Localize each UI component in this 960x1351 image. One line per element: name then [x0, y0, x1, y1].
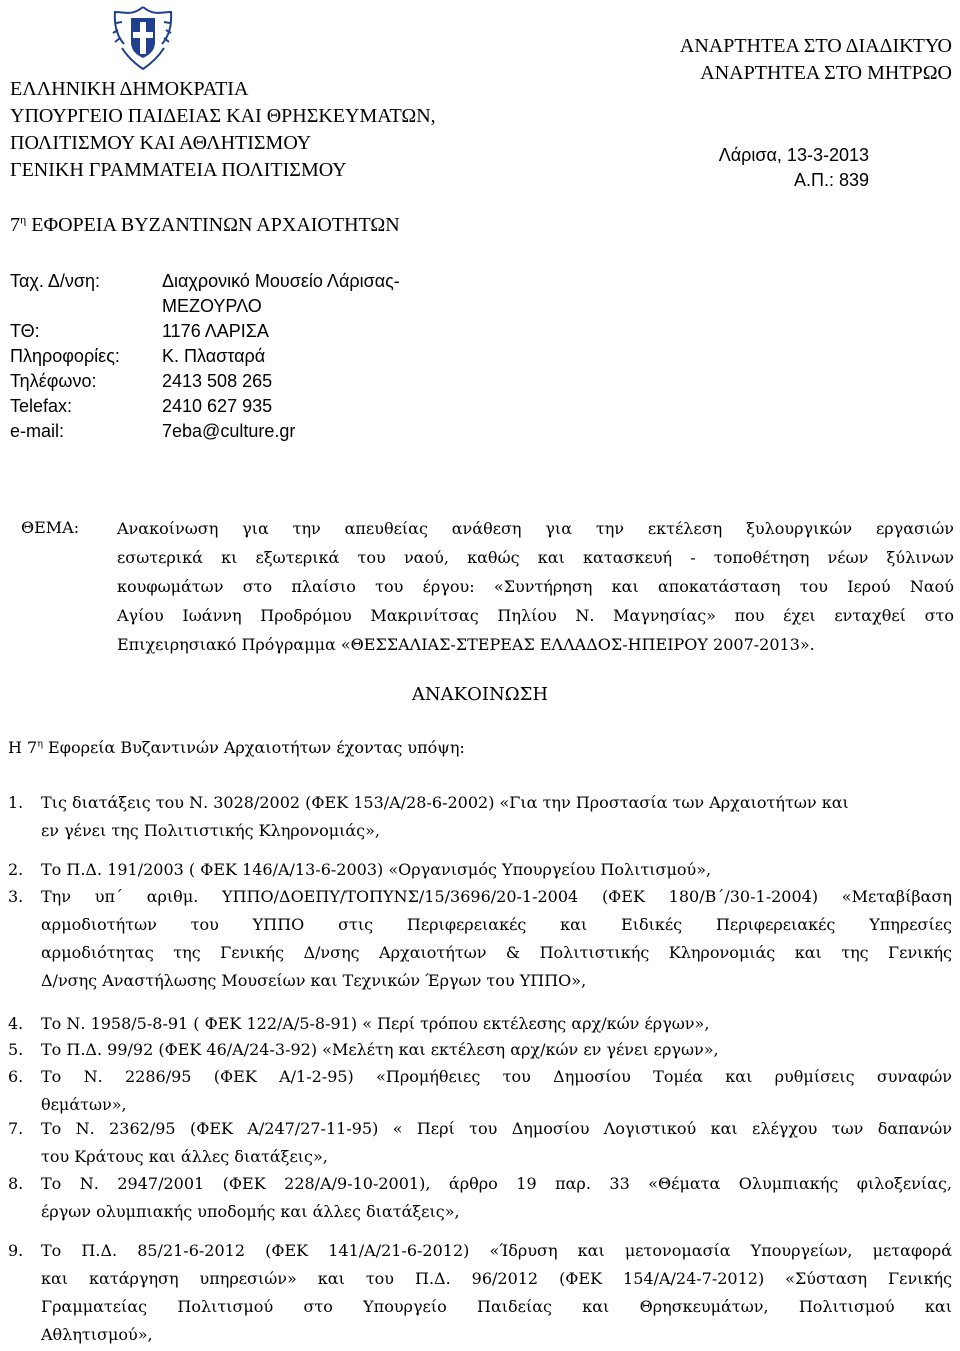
list-item-line: Το Ν. 2947/2001 (ΦΕΚ 228/Α/9-10-2001), άρθρο 19 παρ. 33 «Θέματα Ολυμπιακής φιλοξενίας,	[41, 1174, 952, 1193]
list-item-line: αρμοδιοτήτων του ΥΠΠΟ στις Περιφερειακές και Ειδικές Περιφερειακές Υπηρεσίες	[41, 915, 952, 934]
subject-line: Αγίου Ιωάννη Προδρόμου Μακρινίτσας Πηλίου Ν. Μαγνησίας» που έχει ενταχθεί στο	[117, 606, 954, 625]
list-item-number: 3.	[8, 887, 24, 906]
contact-value: 7eba@culture.gr	[162, 421, 296, 441]
contact-value: 2410 627 935	[162, 396, 273, 416]
list-item-number: 7.	[8, 1119, 24, 1138]
list-item-line: του Κράτους και άλλες διατάξεις»,	[41, 1147, 328, 1166]
list-item-number: 1.	[8, 793, 24, 812]
contact-value: 2413 508 265	[162, 371, 273, 391]
list-item-line: Τις διατάξεις του Ν. 3028/2002 (ΦΕΚ 153/Α/28-6-2002) «Για την Προστασία των Αρχαιοτήτων και	[41, 793, 849, 812]
list-item-line: θεμάτων»,	[41, 1095, 127, 1114]
posting-registry: ΑΝΑΡΤΗΤΕΑ ΣΤΟ ΜΗΤΡΩΟ	[700, 62, 952, 84]
posting-internet: ΑΝΑΡΤΗΤΕΑ ΣΤΟ ΔΙΑΔΙΚΤΥΟ	[679, 35, 952, 57]
document-date: Λάρισα, 13-3-2013	[718, 145, 869, 165]
list-item-line: έργων ολυμπιακής υποδομής και άλλες διατάξεις»,	[41, 1202, 460, 1221]
list-item-number: 8.	[8, 1174, 24, 1193]
country-name: ΕΛΛΗΝΙΚΗ ΔΗΜΟΚΡΑΤΙΑ	[10, 78, 249, 100]
subject-label: ΘΕΜΑ:	[21, 518, 80, 537]
list-item-line: Το Ν. 2362/95 (ΦΕΚ Α/247/27-11-95) « Περί του Δημοσίου Λογιστικού και ελέγχου των δαπανών	[41, 1119, 952, 1138]
contact-label: ΤΘ:	[10, 321, 40, 341]
list-item-line: εν γένει της Πολιτιστικής Κληρονομιάς»,	[41, 821, 381, 840]
contact-value: ΜΕΖΟΥΡΛΟ	[162, 296, 262, 316]
list-item-number: 5.	[8, 1040, 24, 1059]
list-item-number: 9.	[8, 1241, 24, 1260]
subject-line: κουφωμάτων στο πλαίσιο του έργου: «Συντήρηση και αποκατάσταση του Ιερού Ναού	[117, 577, 954, 596]
subject-line: εσωτερικά κι εξωτερικά του ναού, καθώς και κατασκευή - τοποθέτηση νέων ξύλινων	[117, 548, 954, 567]
list-item-line: Το Π.Δ. 85/21-6-2012 (ΦΕΚ 141/Α/21-6-2012) «Ίδρυση και μετονομασία Υπουργείων, μεταφορά	[41, 1241, 952, 1260]
ministry-name: ΥΠΟΥΡΓΕΙΟ ΠΑΙΔΕΙΑΣ ΚΑΙ ΘΡΗΣΚΕΥΜΑΤΩΝ,	[10, 105, 436, 127]
contact-label: Ταχ. Δ/νση:	[10, 271, 101, 291]
ministry-name-cont: ΠΟΛΙΤΙΣΜΟΥ ΚΑΙ ΑΘΛΗΤΙΣΜΟΥ	[10, 132, 312, 154]
list-item-line: Γραμματείας Πολιτισμού στο Υπουργείο Παιδείας και Θρησκευμάτων, Πολιτισμού και	[41, 1297, 952, 1316]
contact-value: 1176 ΛΑΡΙΣΑ	[162, 321, 269, 341]
list-item-line: και κατάργηση υπηρεσιών» και του Π.Δ. 96/2012 (ΦΕΚ 154/Α/24-7-2012) «Σύσταση Γενικής	[41, 1269, 952, 1288]
contact-label: Telefax:	[10, 396, 73, 416]
announcement-title: ΑΝΑΚΟΙΝΩΣΗ	[411, 684, 549, 705]
general-secretariat: ΓΕΝΙΚΗ ΓΡΑΜΜΑΤΕΙΑ ΠΟΛΙΤΙΣΜΟΥ	[10, 159, 347, 181]
contact-label: e-mail:	[10, 421, 65, 441]
list-item-line: Το Ν. 1958/5-8-91 ( ΦΕΚ 122/Α/5-8-91) « Περί τρόπου εκτέλεσης αρχ/κών έργων»,	[41, 1014, 710, 1033]
list-item-line: Αθλητισμού»,	[41, 1325, 153, 1344]
intro-text: Η $7^\eta$ Εφορεία Βυζαντινών Αρχαιοτήτων έχοντας υπόψη:	[8, 738, 465, 757]
subject-line: Ανακοίνωση για την απευθείας ανάθεση για την εκτέλεση ξυλουργικών εργασιών	[117, 519, 954, 538]
list-item-line: Την υπ΄ αριθμ. ΥΠΠΟ/ΔΟΕΠΥ/ΤΟΠΥΝΣ/15/3696/20-1-2004 (ΦΕΚ 180/Β΄/30-1-2004) «Μεταβίβαση	[41, 887, 952, 906]
list-item-line: Δ/νσης Αναστήλωσης Μουσείων και Τεχνικών Έργων του ΥΠΠΟ»,	[41, 971, 587, 990]
contact-value: Διαχρονικό Μουσείο Λάρισας-	[162, 271, 400, 291]
list-item-number: 4.	[8, 1014, 24, 1033]
list-item-line: Το Ν. 2286/95 (ΦΕΚ Α/1-2-95) «Προμήθειες του Δημοσίου Τομέα και ρυθμίσεις συναφών	[41, 1067, 952, 1086]
list-item-line: Το Π.Δ. 99/92 (ΦΕΚ 46/Α/24-3-92) «Μελέτη και εκτέλεση αρχ/κών εν γένει εργων»,	[41, 1040, 719, 1059]
contact-label: Πληροφορίες:	[10, 346, 120, 366]
ephorate-name: $7^\eta$ ΕΦΟΡΕΙΑ ΒΥΖΑΝΤΙΝΩΝ ΑΡΧΑΙΟΤΗΤΩΝ	[10, 212, 400, 236]
list-item-number: 6.	[8, 1067, 24, 1086]
list-item-number: 2.	[8, 860, 24, 879]
list-item-line: Το Π.Δ. 191/2003 ( ΦΕΚ 146/Α/13-6-2003) «Οργανισμός Υπουργείου Πολιτισμού»,	[41, 860, 712, 879]
list-item-line: αρμοδιότητας της Γενικής Δ/νσης Αρχαιοτήτων & Πολιτιστικής Κληρονομιάς και της Γενικής	[41, 943, 952, 962]
subject-line: Επιχειρησιακό Πρόγραμμα «ΘΕΣΣΑΛΙΑΣ-ΣΤΕΡΕΑΣ ΕΛΛΑΔΟΣ-ΗΠΕΙΡΟΥ 2007-2013».	[117, 635, 815, 654]
protocol-number: Α.Π.: 839	[793, 170, 869, 190]
contact-value: Κ. Πλασταρά	[162, 346, 266, 366]
contact-label: Τηλέφωνο:	[10, 371, 97, 391]
